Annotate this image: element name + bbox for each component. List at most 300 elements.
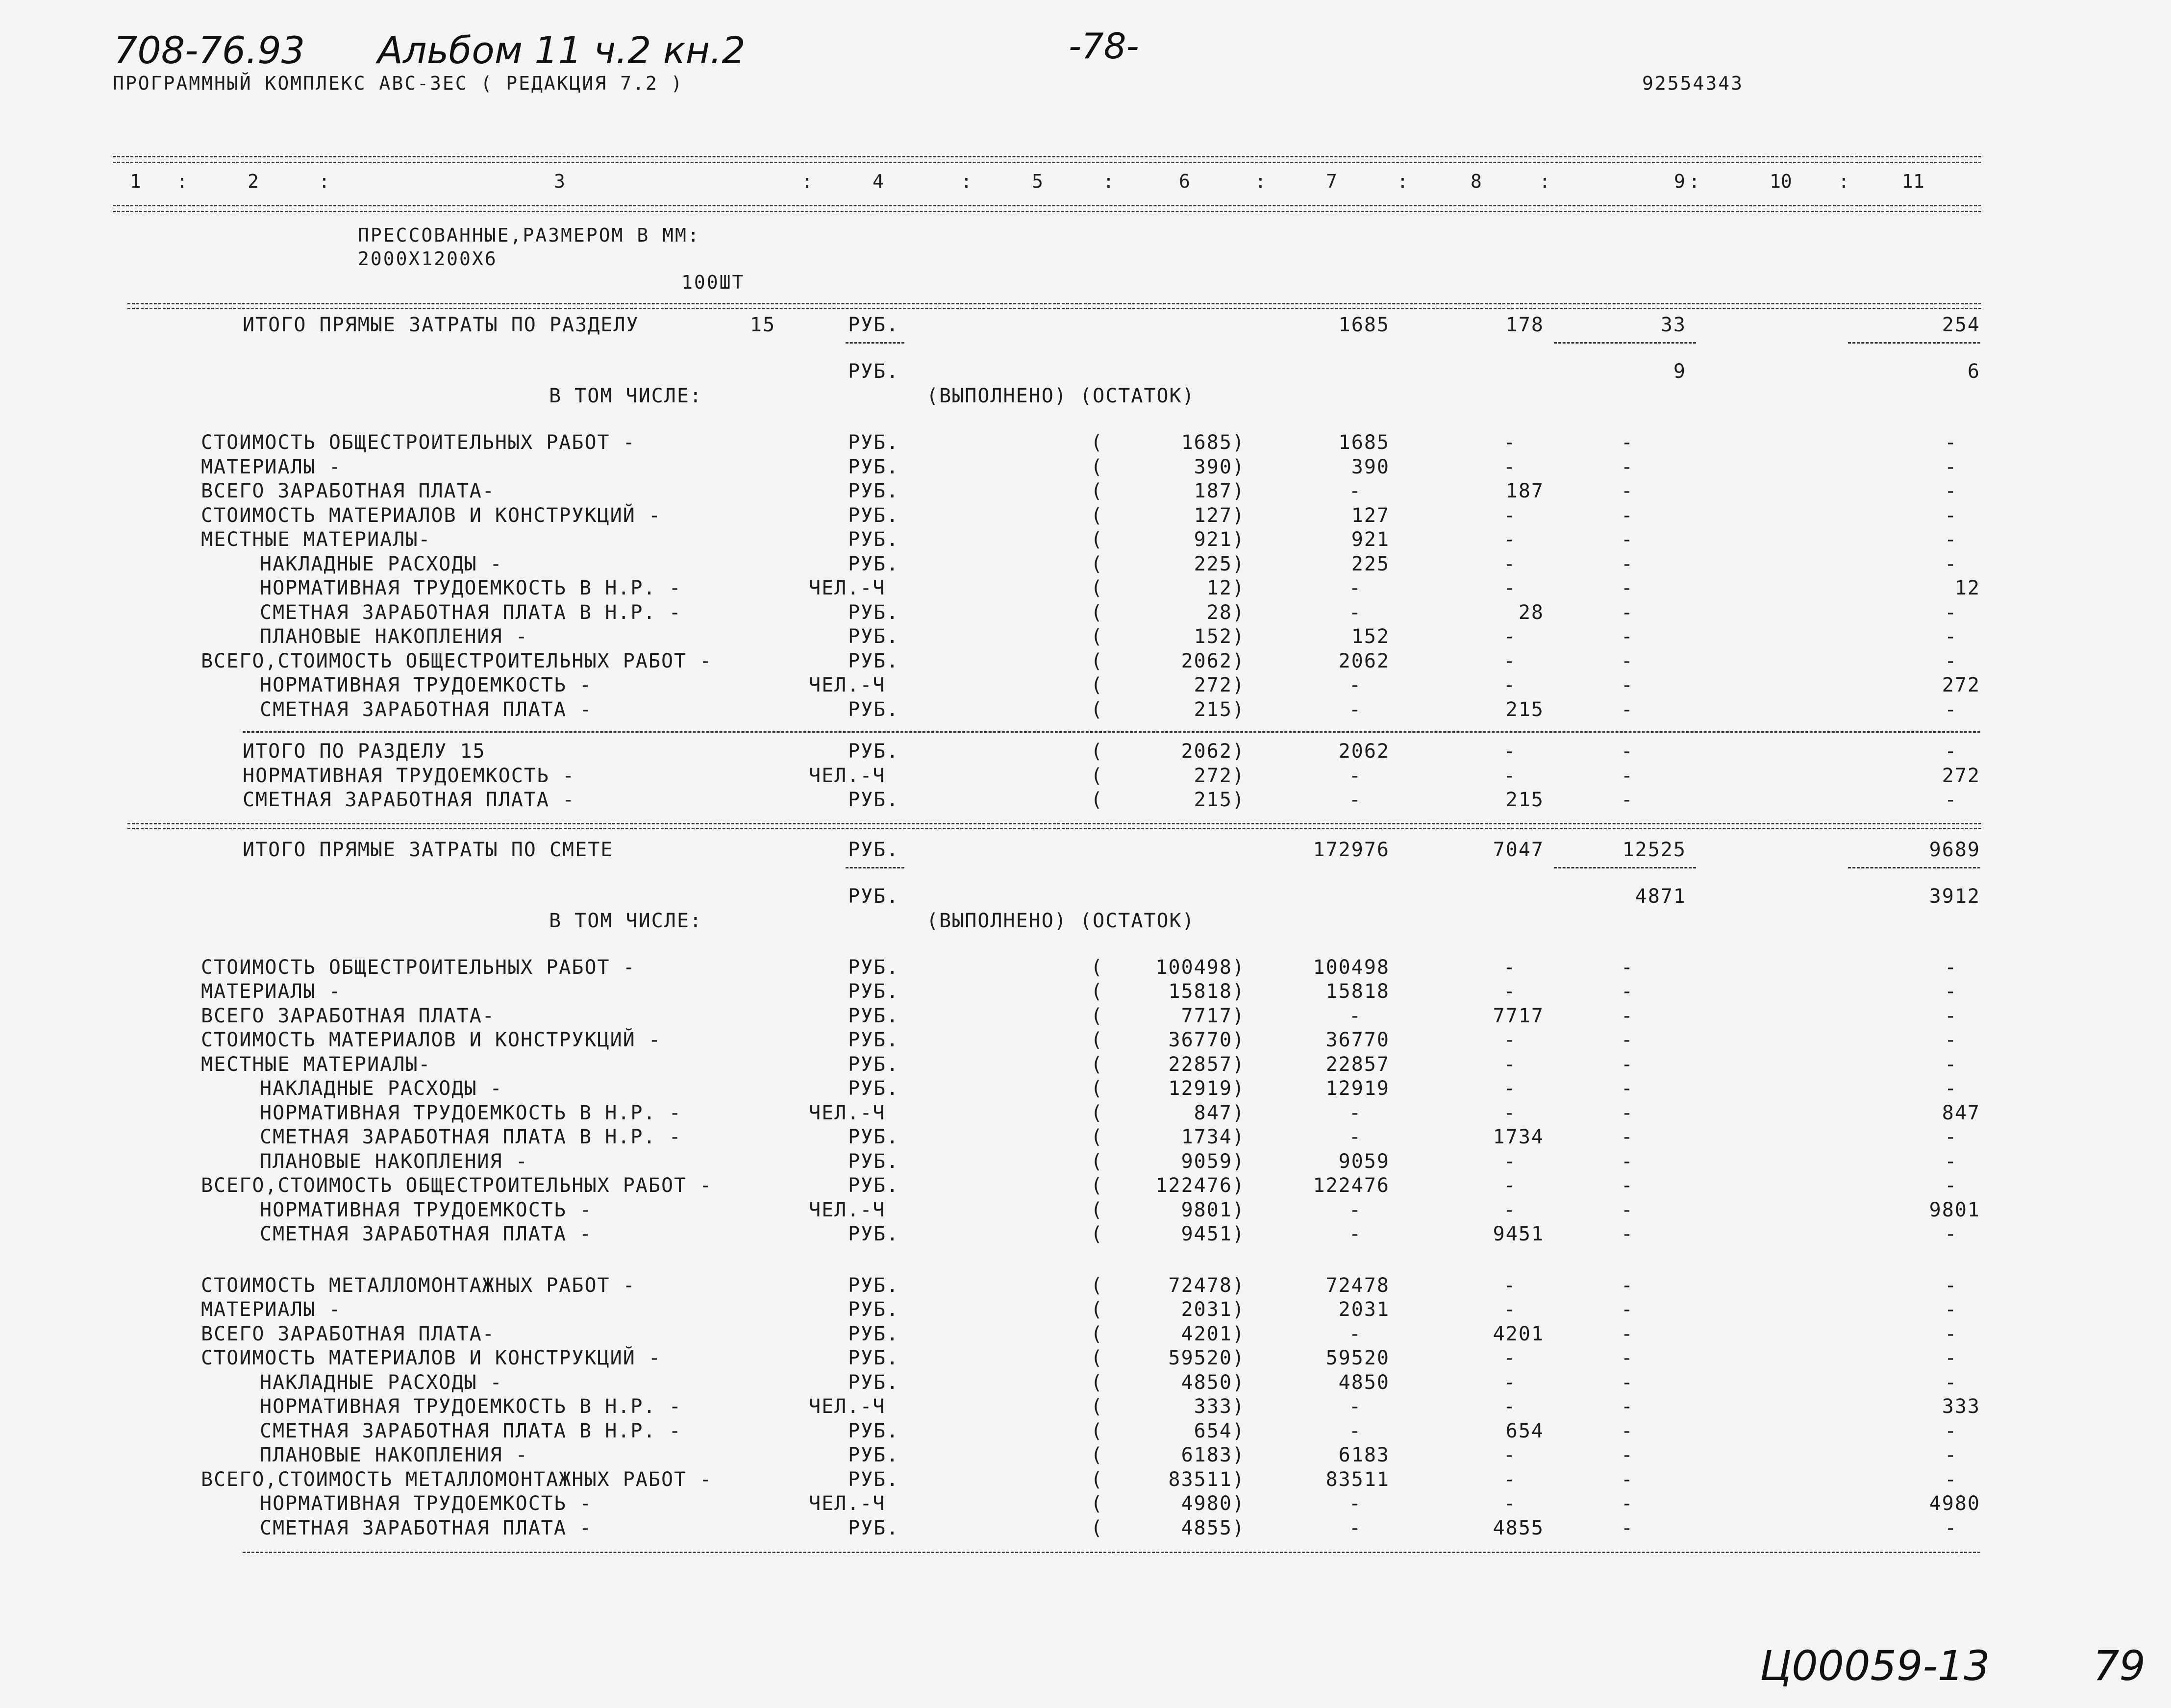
total-col11: 9689 bbox=[1929, 838, 1980, 861]
row-paren: ( bbox=[1091, 1126, 1104, 1148]
row-col11: 9801 bbox=[1929, 1198, 1980, 1221]
row-col11: 272 bbox=[1942, 674, 1980, 696]
row-unit: РУБ. bbox=[848, 980, 899, 1003]
row-paren: ( bbox=[1091, 1029, 1104, 1051]
row-col11: - bbox=[1944, 956, 1958, 979]
row-metal-col8: 4855 bbox=[1493, 1516, 1544, 1539]
row-col8: - bbox=[1503, 504, 1517, 527]
total-unit-2: РУБ. bbox=[848, 885, 899, 908]
row-col11: - bbox=[1944, 649, 1958, 672]
row-col11: - bbox=[1944, 455, 1958, 478]
row-metal-col9: - bbox=[1621, 1492, 1634, 1515]
row-col11: - bbox=[1944, 552, 1958, 575]
total-col9-b: 4871 bbox=[1635, 885, 1686, 908]
album-label: Альбом 11 ч.2 кн.2 bbox=[377, 28, 746, 72]
column-number-6: 6 bbox=[1179, 171, 1190, 192]
row-paren: ( bbox=[1091, 1198, 1104, 1221]
item-line-3: 100ШТ bbox=[681, 272, 745, 293]
row-col6: 921) bbox=[1194, 528, 1245, 551]
row-col8: - bbox=[1503, 625, 1517, 648]
row-metal-unit: ЧЕЛ.-Ч bbox=[809, 1492, 886, 1515]
row-metal-unit: РУБ. bbox=[848, 1322, 899, 1345]
row-paren: ( bbox=[1091, 980, 1104, 1003]
row-col11: - bbox=[1944, 698, 1958, 721]
top-rule-1 bbox=[113, 156, 1981, 157]
row-metal-col8: - bbox=[1503, 1444, 1517, 1466]
subtotal-col6: 2062) bbox=[1181, 740, 1245, 763]
row-metal-col9: - bbox=[1621, 1274, 1634, 1297]
row-label: ВСЕГО,СТОИМОСТЬ ОБЩЕСТРОИТЕЛЬНЫХ РАБОТ - bbox=[201, 649, 713, 672]
row-col6: 122476) bbox=[1155, 1174, 1245, 1197]
row-col11: - bbox=[1944, 980, 1958, 1003]
row-metal-col8: - bbox=[1503, 1274, 1517, 1297]
row-metal-col9: - bbox=[1621, 1371, 1634, 1394]
row-paren: ( bbox=[1091, 674, 1104, 696]
row-metal-col8: - bbox=[1503, 1371, 1517, 1394]
row-metal-col9: - bbox=[1621, 1516, 1634, 1539]
column-number-11: 11 bbox=[1902, 171, 1924, 192]
row-col9: - bbox=[1621, 431, 1634, 454]
row-metal-paren: ( bbox=[1091, 1419, 1104, 1442]
row-label: СТОИМОСТЬ МАТЕРИАЛОВ И КОНСТРУКЦИЙ - bbox=[201, 504, 661, 527]
row-col8: 1734 bbox=[1493, 1126, 1544, 1148]
row-col9: - bbox=[1621, 1077, 1634, 1100]
row-col6: 272) bbox=[1194, 674, 1245, 696]
row-unit: РУБ. bbox=[848, 528, 899, 551]
row-paren: ( bbox=[1091, 601, 1104, 624]
row-col7: 390 bbox=[1351, 455, 1390, 478]
total-unit-2: РУБ. bbox=[848, 360, 899, 383]
subtotal-col6: 215) bbox=[1194, 789, 1245, 811]
row-col6: 225) bbox=[1194, 552, 1245, 575]
row-col7: 122476 bbox=[1313, 1174, 1390, 1197]
column-separator: : bbox=[961, 171, 972, 192]
row-metal-label: МАТЕРИАЛЫ - bbox=[201, 1298, 342, 1321]
header-bottom-rule-2 bbox=[113, 211, 1981, 212]
row-col6: 187) bbox=[1194, 480, 1245, 502]
row-col8: - bbox=[1503, 674, 1517, 696]
column-number-4: 4 bbox=[873, 171, 884, 192]
row-paren: ( bbox=[1091, 552, 1104, 575]
row-metal-col11: - bbox=[1944, 1274, 1958, 1297]
row-unit: РУБ. bbox=[848, 1223, 899, 1245]
row-metal-col6: 59520) bbox=[1168, 1347, 1245, 1369]
row-unit: РУБ. bbox=[848, 1077, 899, 1100]
row-col9: - bbox=[1621, 1223, 1634, 1245]
row-metal-col7: - bbox=[1348, 1395, 1362, 1418]
subtotal-col11: - bbox=[1944, 789, 1958, 811]
column-separator: : bbox=[1103, 171, 1114, 192]
page-number-top: -78- bbox=[1069, 25, 1139, 67]
row-col11: 12 bbox=[1954, 577, 1980, 599]
row-unit: РУБ. bbox=[848, 698, 899, 721]
row-metal-col7: 2031 bbox=[1338, 1298, 1390, 1321]
row-metal-col7: 59520 bbox=[1325, 1347, 1390, 1369]
row-col11: - bbox=[1944, 528, 1958, 551]
row-col11: - bbox=[1944, 1223, 1958, 1245]
row-label: ВСЕГО,СТОИМОСТЬ ОБЩЕСТРОИТЕЛЬНЫХ РАБОТ - bbox=[201, 1174, 713, 1197]
row-metal-unit: РУБ. bbox=[848, 1468, 899, 1491]
row-unit: РУБ. bbox=[848, 1004, 899, 1027]
row-metal-paren: ( bbox=[1091, 1347, 1104, 1369]
row-col7: - bbox=[1348, 698, 1362, 721]
row-col6: 1685) bbox=[1181, 431, 1245, 454]
row-label: МЕСТНЫЕ МАТЕРИАЛЫ- bbox=[201, 1053, 431, 1076]
row-metal-col7: 4850 bbox=[1338, 1371, 1390, 1394]
total-col7: 1685 bbox=[1338, 314, 1390, 336]
row-col9: - bbox=[1621, 1053, 1634, 1076]
row-metal-unit: РУБ. bbox=[848, 1516, 899, 1539]
total-col11: 254 bbox=[1942, 314, 1980, 336]
total-col9-b: 9 bbox=[1673, 360, 1686, 383]
subtotal-col8: - bbox=[1503, 764, 1517, 787]
row-col9: - bbox=[1621, 455, 1634, 478]
row-metal-col11: - bbox=[1944, 1322, 1958, 1345]
subtotal-col8: - bbox=[1503, 740, 1517, 763]
header-bottom-rule-1 bbox=[113, 205, 1981, 206]
row-col7: 9059 bbox=[1338, 1150, 1390, 1173]
row-metal-paren: ( bbox=[1091, 1298, 1104, 1321]
row-col8: - bbox=[1503, 1077, 1517, 1100]
row-unit: РУБ. bbox=[848, 480, 899, 502]
column-number-7: 7 bbox=[1326, 171, 1337, 192]
row-col11: - bbox=[1944, 1029, 1958, 1051]
row-metal-col8: 4201 bbox=[1493, 1322, 1544, 1345]
row-label: МАТЕРИАЛЫ - bbox=[201, 980, 342, 1003]
row-col7: 921 bbox=[1351, 528, 1390, 551]
row-col6: 100498) bbox=[1155, 956, 1245, 979]
row-col8: - bbox=[1503, 1053, 1517, 1076]
total-unit: РУБ. bbox=[848, 314, 899, 336]
row-paren: ( bbox=[1091, 480, 1104, 502]
row-unit: ЧЕЛ.-Ч bbox=[809, 577, 886, 599]
row-col9: - bbox=[1621, 625, 1634, 648]
row-col11: - bbox=[1944, 625, 1958, 648]
row-col8: - bbox=[1503, 1029, 1517, 1051]
bottom-rule bbox=[243, 1552, 1980, 1553]
row-col8: - bbox=[1503, 1101, 1517, 1124]
row-metal-col7: 83511 bbox=[1325, 1468, 1390, 1491]
row-col6: 2062) bbox=[1181, 649, 1245, 672]
row-col8: - bbox=[1503, 552, 1517, 575]
row-metal-unit: РУБ. bbox=[848, 1371, 899, 1394]
row-col11: - bbox=[1944, 1004, 1958, 1027]
row-col11: - bbox=[1944, 480, 1958, 502]
row-col7: - bbox=[1348, 1004, 1362, 1027]
row-paren: ( bbox=[1091, 1004, 1104, 1027]
column-number-2: 2 bbox=[248, 171, 259, 192]
total-col9: 12525 bbox=[1622, 838, 1686, 861]
row-paren: ( bbox=[1091, 528, 1104, 551]
total-col9: 33 bbox=[1660, 314, 1686, 336]
row-col7: 127 bbox=[1351, 504, 1390, 527]
row-col6: 9451) bbox=[1181, 1223, 1245, 1245]
row-unit: РУБ. bbox=[848, 956, 899, 979]
row-metal-unit: РУБ. bbox=[848, 1444, 899, 1466]
row-metal-unit: РУБ. bbox=[848, 1419, 899, 1442]
footer-page-number: 79 bbox=[2093, 1642, 2146, 1690]
row-col8: 9451 bbox=[1493, 1223, 1544, 1245]
row-unit: РУБ. bbox=[848, 431, 899, 454]
row-col6: 152) bbox=[1194, 625, 1245, 648]
row-metal-col6: 4850) bbox=[1181, 1371, 1245, 1394]
row-metal-paren: ( bbox=[1091, 1395, 1104, 1418]
row-unit: РУБ. bbox=[848, 552, 899, 575]
row-col8: - bbox=[1503, 956, 1517, 979]
row-label: МАТЕРИАЛЫ - bbox=[201, 455, 342, 478]
row-paren: ( bbox=[1091, 649, 1104, 672]
col11-underline bbox=[1848, 867, 1980, 868]
total-unit: РУБ. bbox=[848, 838, 899, 861]
row-unit: РУБ. bbox=[848, 1174, 899, 1197]
row-col7: 152 bbox=[1351, 625, 1390, 648]
row-metal-label: ВСЕГО ЗАРАБОТНАЯ ПЛАТА- bbox=[201, 1322, 495, 1345]
row-metal-label: СТОИМОСТЬ МЕТАЛЛОМОНТАЖНЫХ РАБОТ - bbox=[201, 1274, 636, 1297]
row-col9: - bbox=[1621, 480, 1634, 502]
column-number-8: 8 bbox=[1471, 171, 1482, 192]
row-unit: РУБ. bbox=[848, 601, 899, 624]
done-remainder-label: (ВЫПОЛНЕНО) (ОСТАТОК) bbox=[926, 385, 1195, 407]
row-paren: ( bbox=[1091, 1174, 1104, 1197]
row-col11: - bbox=[1944, 1053, 1958, 1076]
row-col7: 12919 bbox=[1325, 1077, 1390, 1100]
row-metal-col11: - bbox=[1944, 1371, 1958, 1394]
row-metal-col11: 333 bbox=[1942, 1395, 1980, 1418]
row-paren: ( bbox=[1091, 431, 1104, 454]
row-col6: 12) bbox=[1206, 577, 1245, 599]
row-metal-paren: ( bbox=[1091, 1468, 1104, 1491]
row-metal-col6: 2031) bbox=[1181, 1298, 1245, 1321]
row-metal-col8: - bbox=[1503, 1468, 1517, 1491]
row-col11: - bbox=[1944, 504, 1958, 527]
row-metal-paren: ( bbox=[1091, 1371, 1104, 1394]
row-label: СМЕТНАЯ ЗАРАБОТНАЯ ПЛАТА - bbox=[260, 1223, 593, 1245]
total-label: ИТОГО ПРЯМЫЕ ЗАТРАТЫ ПО РАЗДЕЛУ bbox=[243, 314, 639, 336]
col9-underline bbox=[1554, 867, 1696, 868]
row-col7: 22857 bbox=[1325, 1053, 1390, 1076]
column-separator: : bbox=[1838, 171, 1849, 192]
row-metal-col8: - bbox=[1503, 1395, 1517, 1418]
row-unit: ЧЕЛ.-Ч bbox=[809, 674, 886, 696]
row-label: СМЕТНАЯ ЗАРАБОТНАЯ ПЛАТА - bbox=[260, 698, 593, 721]
section-rule-top-2 bbox=[127, 308, 1981, 309]
program-title: ПРОГРАММНЫЙ КОМПЛЕКС АВС-3ЕС ( РЕДАКЦИЯ 7.2 ) bbox=[113, 73, 684, 94]
subtotal-col7: - bbox=[1348, 764, 1362, 787]
row-col8: - bbox=[1503, 1198, 1517, 1221]
row-metal-col11: 4980 bbox=[1929, 1492, 1980, 1515]
row-metal-col7: - bbox=[1348, 1419, 1362, 1442]
subtotal-col9: - bbox=[1621, 764, 1634, 787]
row-col6: 847) bbox=[1194, 1101, 1245, 1124]
subtotal-paren: ( bbox=[1091, 789, 1104, 811]
row-paren: ( bbox=[1091, 577, 1104, 599]
row-metal-unit: ЧЕЛ.-Ч bbox=[809, 1395, 886, 1418]
top-rule-2 bbox=[113, 162, 1981, 163]
row-metal-col11: - bbox=[1944, 1347, 1958, 1369]
row-col11: - bbox=[1944, 1150, 1958, 1173]
row-col8: - bbox=[1503, 649, 1517, 672]
row-col7: - bbox=[1348, 577, 1362, 599]
subtotal-col9: - bbox=[1621, 740, 1634, 763]
row-col11: - bbox=[1944, 1126, 1958, 1148]
row-metal-col8: - bbox=[1503, 1492, 1517, 1515]
row-metal-col9: - bbox=[1621, 1444, 1634, 1466]
row-col6: 15818) bbox=[1168, 980, 1245, 1003]
row-paren: ( bbox=[1091, 1053, 1104, 1076]
row-col9: - bbox=[1621, 1101, 1634, 1124]
row-col9: - bbox=[1621, 1150, 1634, 1173]
row-label: НОРМАТИВНАЯ ТРУДОЕМКОСТЬ В Н.Р. - bbox=[260, 577, 682, 599]
subtotal-unit: РУБ. bbox=[848, 789, 899, 811]
row-metal-col6: 654) bbox=[1194, 1419, 1245, 1442]
row-col11: 847 bbox=[1942, 1101, 1980, 1124]
column-number-10: 10 bbox=[1770, 171, 1792, 192]
row-unit: ЧЕЛ.-Ч bbox=[809, 1198, 886, 1221]
row-col7: - bbox=[1348, 1223, 1362, 1245]
row-label: ПЛАНОВЫЕ НАКОПЛЕНИЯ - bbox=[260, 1150, 528, 1173]
row-col9: - bbox=[1621, 1029, 1634, 1051]
row-metal-col6: 72478) bbox=[1168, 1274, 1245, 1297]
row-col9: - bbox=[1621, 674, 1634, 696]
item-line-1: ПРЕССОВАННЫЕ,РАЗМЕРОМ В ММ: bbox=[358, 224, 700, 246]
row-metal-col11: - bbox=[1944, 1516, 1958, 1539]
subtotal-paren: ( bbox=[1091, 764, 1104, 787]
row-metal-paren: ( bbox=[1091, 1492, 1104, 1515]
row-col9: - bbox=[1621, 980, 1634, 1003]
column-number-3: 3 bbox=[554, 171, 565, 192]
row-label: СМЕТНАЯ ЗАРАБОТНАЯ ПЛАТА В Н.Р. - bbox=[260, 1126, 682, 1148]
subtotal-col7: - bbox=[1348, 789, 1362, 811]
row-col9: - bbox=[1621, 601, 1634, 624]
row-metal-label: СТОИМОСТЬ МАТЕРИАЛОВ И КОНСТРУКЦИЙ - bbox=[201, 1347, 661, 1369]
row-label: СТОИМОСТЬ ОБЩЕСТРОИТЕЛЬНЫХ РАБОТ - bbox=[201, 956, 636, 979]
doc-code: 708-76.93 bbox=[114, 28, 305, 72]
row-paren: ( bbox=[1091, 625, 1104, 648]
row-metal-col9: - bbox=[1621, 1322, 1634, 1345]
row-metal-label: СМЕТНАЯ ЗАРАБОТНАЯ ПЛАТА - bbox=[260, 1516, 593, 1539]
estimate-rule-2 bbox=[127, 828, 1981, 829]
row-col7: 2062 bbox=[1338, 649, 1390, 672]
row-metal-unit: РУБ. bbox=[848, 1298, 899, 1321]
column-number-9: 9 bbox=[1674, 171, 1685, 192]
total-col11-b: 3912 bbox=[1929, 885, 1980, 908]
column-separator: : bbox=[319, 171, 330, 192]
row-unit: РУБ. bbox=[848, 1029, 899, 1051]
subtotal-col11: - bbox=[1944, 740, 1958, 763]
row-col7: 1685 bbox=[1338, 431, 1390, 454]
row-col6: 9801) bbox=[1181, 1198, 1245, 1221]
row-col8: - bbox=[1503, 431, 1517, 454]
row-metal-col6: 83511) bbox=[1168, 1468, 1245, 1491]
row-metal-col6: 333) bbox=[1194, 1395, 1245, 1418]
row-metal-label: ВСЕГО,СТОИМОСТЬ МЕТАЛЛОМОНТАЖНЫХ РАБОТ - bbox=[201, 1468, 713, 1491]
column-separator: : bbox=[1689, 171, 1700, 192]
estimate-rule-1 bbox=[127, 823, 1981, 824]
row-paren: ( bbox=[1091, 1101, 1104, 1124]
row-col7: - bbox=[1348, 674, 1362, 696]
row-label: ВСЕГО ЗАРАБОТНАЯ ПЛАТА- bbox=[201, 480, 495, 502]
row-col7: 225 bbox=[1351, 552, 1390, 575]
row-metal-label: НОРМАТИВНАЯ ТРУДОЕМКОСТЬ В Н.Р. - bbox=[260, 1395, 682, 1418]
subtotal-label: ИТОГО ПО РАЗДЕЛУ 15 bbox=[243, 740, 486, 763]
row-col6: 127) bbox=[1194, 504, 1245, 527]
row-col9: - bbox=[1621, 1198, 1634, 1221]
row-label: МЕСТНЫЕ МАТЕРИАЛЫ- bbox=[201, 528, 431, 551]
row-metal-col11: - bbox=[1944, 1298, 1958, 1321]
row-metal-col9: - bbox=[1621, 1419, 1634, 1442]
row-col7: - bbox=[1348, 480, 1362, 502]
row-unit: РУБ. bbox=[848, 649, 899, 672]
row-col6: 36770) bbox=[1168, 1029, 1245, 1051]
row-col8: - bbox=[1503, 1150, 1517, 1173]
row-metal-col7: - bbox=[1348, 1492, 1362, 1515]
row-metal-unit: РУБ. bbox=[848, 1274, 899, 1297]
row-col8: - bbox=[1503, 528, 1517, 551]
row-paren: ( bbox=[1091, 504, 1104, 527]
row-col9: - bbox=[1621, 956, 1634, 979]
row-col9: - bbox=[1621, 1126, 1634, 1148]
subtotal-rule bbox=[243, 731, 1980, 733]
row-col9: - bbox=[1621, 528, 1634, 551]
row-metal-col9: - bbox=[1621, 1468, 1634, 1491]
section-rule-top bbox=[127, 303, 1981, 304]
row-metal-col7: 72478 bbox=[1325, 1274, 1390, 1297]
row-col7: - bbox=[1348, 1101, 1362, 1124]
row-col6: 1734) bbox=[1181, 1126, 1245, 1148]
row-col7: 100498 bbox=[1313, 956, 1390, 979]
row-metal-col8: - bbox=[1503, 1347, 1517, 1369]
row-metal-label: СМЕТНАЯ ЗАРАБОТНАЯ ПЛАТА В Н.Р. - bbox=[260, 1419, 682, 1442]
row-unit: РУБ. bbox=[848, 625, 899, 648]
column-separator: : bbox=[1255, 171, 1266, 192]
row-col6: 215) bbox=[1194, 698, 1245, 721]
total-col7: 172976 bbox=[1313, 838, 1390, 861]
row-label: СМЕТНАЯ ЗАРАБОТНАЯ ПЛАТА В Н.Р. - bbox=[260, 601, 682, 624]
row-col8: 187 bbox=[1505, 480, 1544, 502]
item-line-2: 2000Х1200Х6 bbox=[358, 248, 498, 270]
row-paren: ( bbox=[1091, 1223, 1104, 1245]
subtotal-col7: 2062 bbox=[1338, 740, 1390, 763]
row-label: СТОИМОСТЬ ОБЩЕСТРОИТЕЛЬНЫХ РАБОТ - bbox=[201, 431, 636, 454]
row-metal-paren: ( bbox=[1091, 1444, 1104, 1466]
incl-label: В ТОМ ЧИСЛЕ: bbox=[549, 909, 702, 932]
column-number-1: 1 bbox=[130, 171, 141, 192]
row-col6: 28) bbox=[1206, 601, 1245, 624]
row-metal-label: ПЛАНОВЫЕ НАКОПЛЕНИЯ - bbox=[260, 1444, 528, 1466]
row-col8: - bbox=[1503, 455, 1517, 478]
row-metal-col7: - bbox=[1348, 1322, 1362, 1345]
row-col8: - bbox=[1503, 980, 1517, 1003]
row-metal-col8: - bbox=[1503, 1298, 1517, 1321]
row-col7: - bbox=[1348, 1198, 1362, 1221]
row-col9: - bbox=[1621, 504, 1634, 527]
row-col9: - bbox=[1621, 698, 1634, 721]
row-col7: - bbox=[1348, 601, 1362, 624]
row-metal-col6: 6183) bbox=[1181, 1444, 1245, 1466]
row-metal-col6: 4980) bbox=[1181, 1492, 1245, 1515]
total-section-number: 15 bbox=[750, 314, 776, 336]
row-unit: РУБ. bbox=[848, 455, 899, 478]
total-col8: 178 bbox=[1505, 314, 1544, 336]
row-metal-col11: - bbox=[1944, 1419, 1958, 1442]
row-metal-col7: - bbox=[1348, 1516, 1362, 1539]
row-label: НОРМАТИВНАЯ ТРУДОЕМКОСТЬ - bbox=[260, 1198, 593, 1221]
column-separator: : bbox=[176, 171, 188, 192]
row-metal-label: НОРМАТИВНАЯ ТРУДОЕМКОСТЬ - bbox=[260, 1492, 593, 1515]
row-unit: РУБ. bbox=[848, 1053, 899, 1076]
row-label: НОРМАТИВНАЯ ТРУДОЕМКОСТЬ В Н.Р. - bbox=[260, 1101, 682, 1124]
row-col8: 28 bbox=[1518, 601, 1544, 624]
